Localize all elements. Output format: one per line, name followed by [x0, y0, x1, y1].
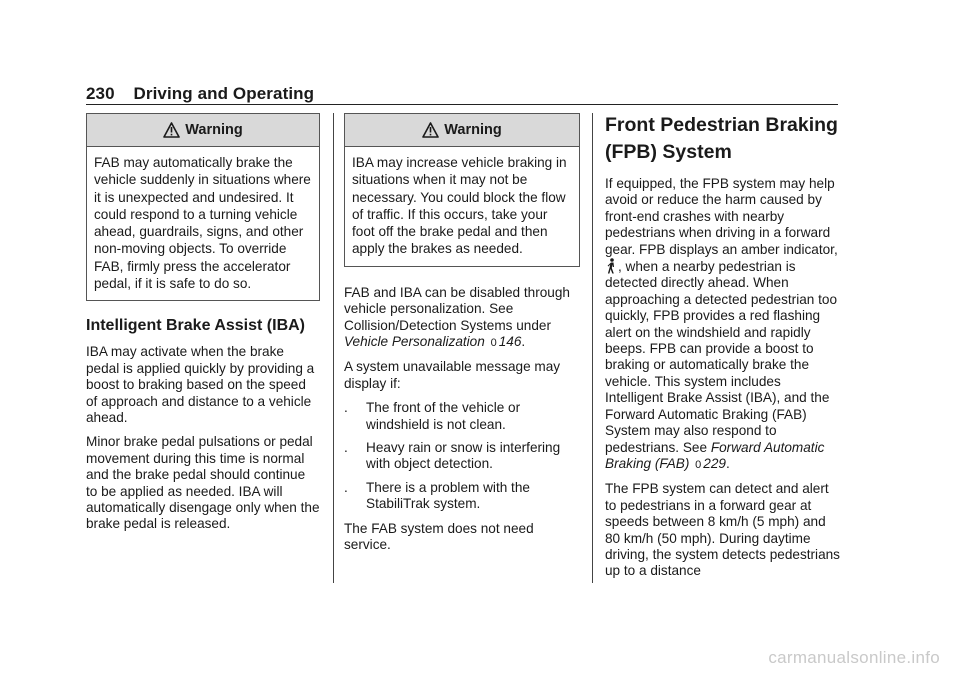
- paragraph-text: If equipped, the FPB system may help avoid or reduce the harm caused by front-end crashes with nearby pedestrians when driving in a forward gear. FPB displays an amber indicator,: [605, 176, 838, 257]
- column-right: [605, 112, 841, 588]
- header-rule: [86, 104, 838, 105]
- list-item: [344, 480, 580, 513]
- warning-triangle-icon: [422, 122, 439, 138]
- page-header: [86, 84, 314, 104]
- warning-text: IBA may increase vehicle braking in situations when it may not be necessary. You could block the flow of traffic. If this occurs, take your foot off the brake pedal and then apply the brakes as needed.: [352, 155, 567, 257]
- punctuation: .: [521, 334, 526, 349]
- section-heading: Intelligent Brake Assist (IBA): [86, 317, 306, 335]
- page-ref-arrow: 0: [490, 337, 497, 349]
- paragraph: Minor brake pedal pulsations or pedal movement during this time is normal and the brake pedal should continue to be applied as needed. IBA will automatically disengage only when the brake pedal is released.: [86, 434, 320, 532]
- warning-header: [87, 114, 319, 147]
- warning-triangle-icon: [163, 122, 180, 138]
- paragraph-text: , when a nearby pedestrian is detected directly ahead. When approaching a detected pedestrian too quickly, FPB provides a red flashing alert on the windshield and rapidly beeps. FPB can provide a boost to braking or automatically brake the vehicle. This system includes Intelligent Brake Assist (IBA), and the Forward Automatic Braking (FAB) System may also respond to pedestrians. See: [605, 259, 838, 455]
- column-divider: [333, 113, 334, 583]
- paragraph-text: FAB and IBA can be disabled through vehicle personalization. See Collision/Detection Systems under: [344, 284, 570, 333]
- paragraph: [605, 176, 841, 473]
- paragraph: IBA may activate when the brake pedal is applied quickly by providing a boost to braking based on the speed of approach and distance to a vehicle ahead.: [86, 344, 315, 425]
- warning-title: Warning: [444, 121, 502, 138]
- cross-reference-link[interactable]: Forward Automatic Braking (FAB): [605, 439, 825, 471]
- punctuation: .: [725, 455, 730, 471]
- column-middle: [344, 113, 580, 561]
- section-title-large: Front Pedestrian Braking (FPB) System: [605, 114, 838, 163]
- paragraph: The FPB system can detect and alert to pedestrians in a forward gear at speeds between 8 km/h (5 mph) and 80 km/h (50 mph). During daytime driving, the system detects pedestrians up to a distance: [605, 481, 840, 579]
- list-item: [344, 440, 580, 473]
- page-ref-number[interactable]: 229: [703, 455, 726, 471]
- warning-box: [86, 113, 320, 301]
- list-item: [344, 400, 580, 433]
- page-ref-number[interactable]: 146: [498, 334, 522, 349]
- column-left: [86, 113, 320, 541]
- page-number: 230: [86, 84, 115, 103]
- warning-text: FAB may automatically brake the vehicle suddenly in situations where it is unexpected and undesired. It could respond to a turning vehicle ahead, guardrails, signs, and other non-moving objects. To override FAB, firmly press the accelerator pedal, if it is safe to do so.: [94, 155, 311, 292]
- list-item-text: There is a problem with the StabiliTrak system.: [366, 479, 530, 512]
- pedestrian-icon: [606, 258, 617, 274]
- list-item-text: The front of the vehicle or windshield is not clean.: [366, 400, 521, 432]
- watermark: carmanualsonline.info: [768, 648, 940, 667]
- bullet-mark: .: [344, 400, 348, 416]
- paragraph: A system unavailable message may display if:: [344, 359, 561, 391]
- page-ref-arrow: 0: [695, 458, 702, 471]
- bullet-mark: .: [344, 479, 348, 495]
- bullet-list: [344, 400, 580, 512]
- list-item-text: Heavy rain or snow is interfering with object detection.: [366, 440, 561, 472]
- warning-box: [344, 113, 580, 267]
- warning-title: Warning: [185, 121, 243, 138]
- bullet-mark: .: [344, 440, 348, 456]
- cross-reference-link[interactable]: Vehicle Personalization: [344, 334, 485, 349]
- section-title: Driving and Operating: [133, 84, 315, 103]
- column-divider: [592, 113, 593, 583]
- paragraph: [344, 285, 580, 352]
- warning-header: [345, 114, 579, 147]
- paragraph: The FAB system does not need service.: [344, 520, 534, 553]
